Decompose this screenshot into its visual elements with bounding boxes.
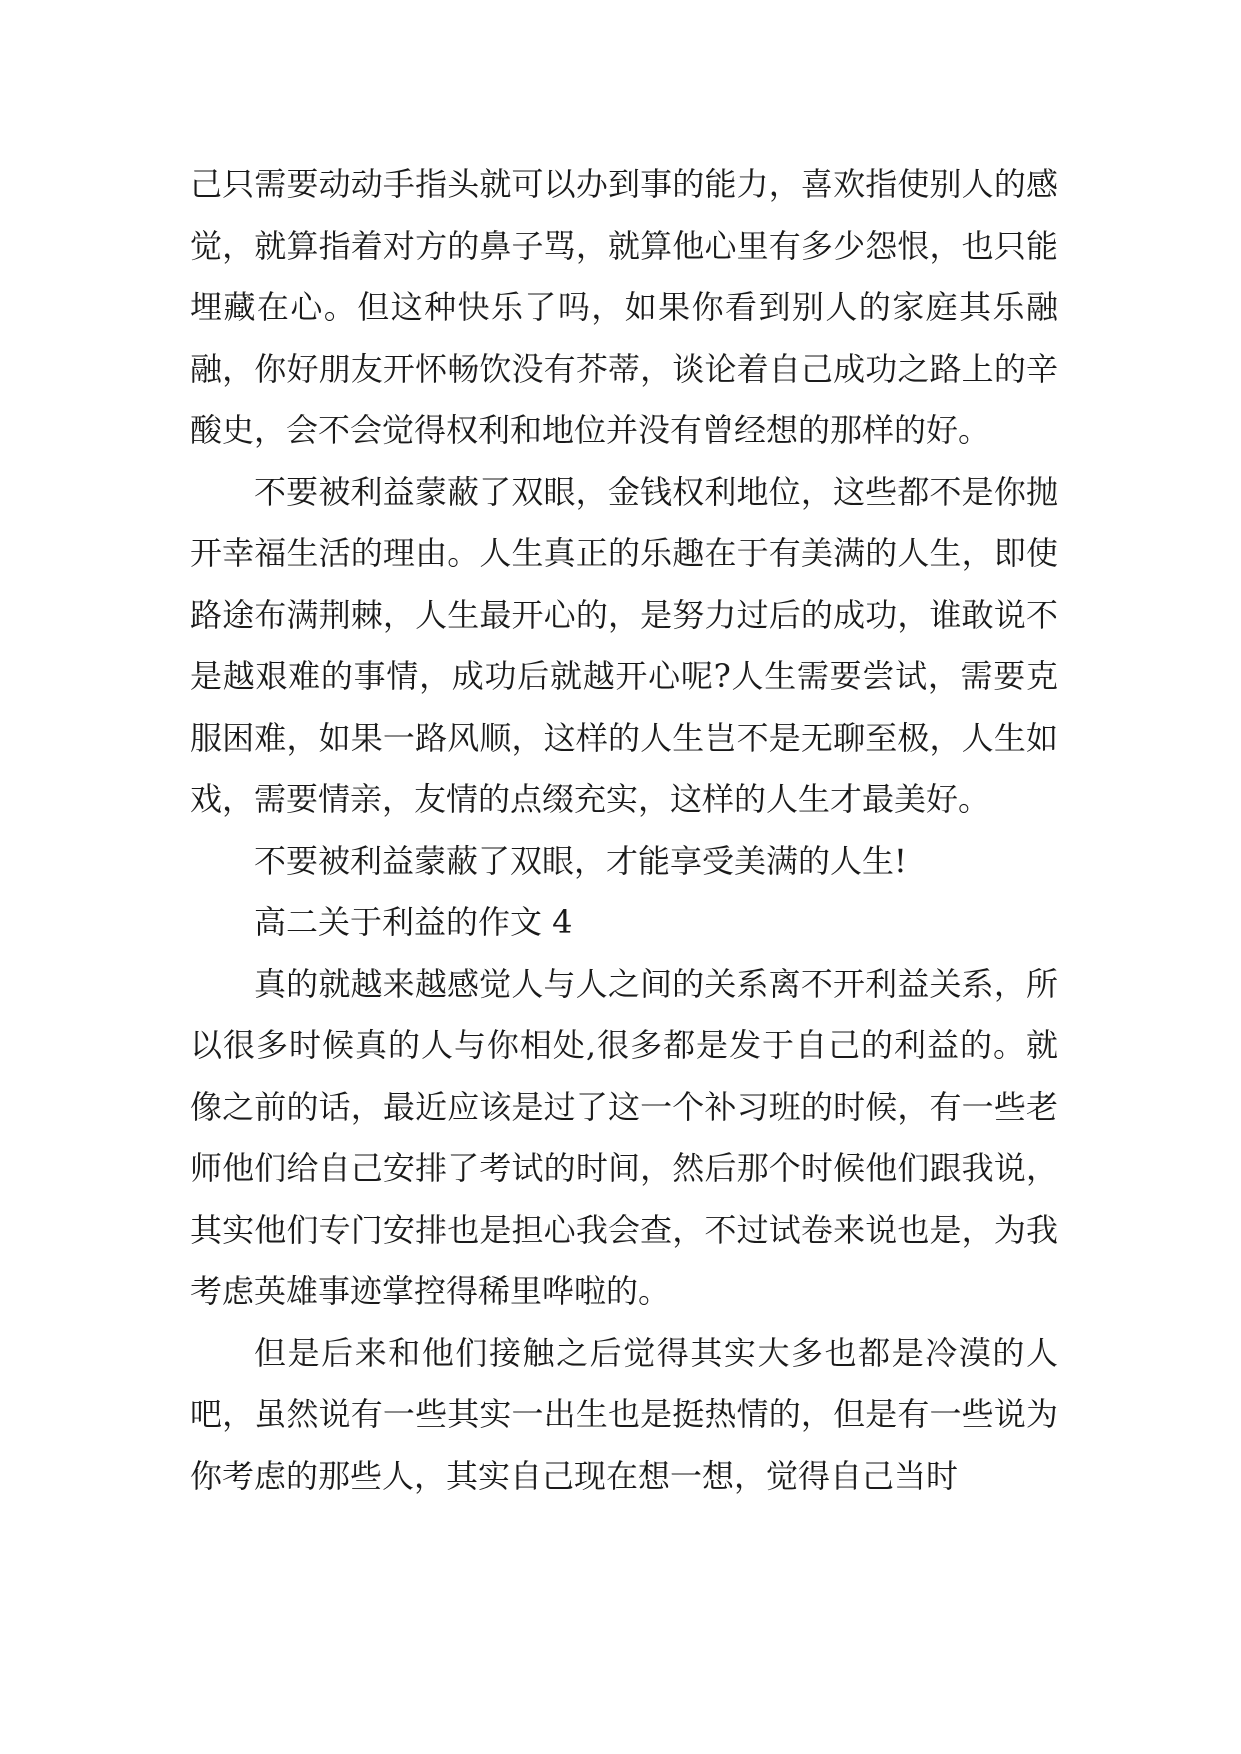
paragraph: 真的就越来越感觉人与人之间的关系离不开利益关系，所以很多时候真的人与你相处,很多都是发于自己的利益的。就像之前的话，最近应该是过了这一个补习班的时候，有一些老师他们给自己安排了考试的时间，然后那个时候他们跟我说，其实他们专门安排也是担心我会查，不过试卷来说也是，为我考虑英雄事迹掌控得稀里哗啦的。: [190, 964, 1058, 1310]
document-body: [190, 154, 1058, 1507]
paragraph: 但是后来和他们接触之后觉得其实大多也都是冷漠的人吧，虽然说有一些其实一出生也是挺热情的，但是有一些说为你考虑的那些人，其实自己现在想一想，觉得自己当时: [190, 1333, 1058, 1495]
paragraph: 不要被利益蒙蔽了双眼，金钱权利地位，这些都不是你抛开幸福生活的理由。人生真正的乐趣在于有美满的人生，即使路途布满荆棘，人生最开心的，是努力过后的成功，谁敢说不是越艰难的事情，成功后就越开心呢?人生需要尝试，需要克服困难，如果一路风顺，这样的人生岂不是无聊至极，人生如戏，需要情亲，友情的点缀充实，这样的人生才最美好。: [190, 472, 1058, 818]
section-heading: 高二关于利益的作文 4: [254, 903, 573, 941]
paragraph: 不要被利益蒙蔽了双眼，才能享受美满的人生!: [254, 841, 907, 880]
paragraph-continuation: 己只需要动动手指头就可以办到事的能力，喜欢指使别人的感觉，就算指着对方的鼻子骂，就算他心里有多少怨恨，也只能埋藏在心。但这种快乐了吗，如果你看到别人的家庭其乐融融，你好朋友开怀畅饮没有芥蒂，谈论着自己成功之路上的辛酸史，会不会觉得权利和地位并没有曾经想的那样的好。: [190, 165, 1058, 449]
